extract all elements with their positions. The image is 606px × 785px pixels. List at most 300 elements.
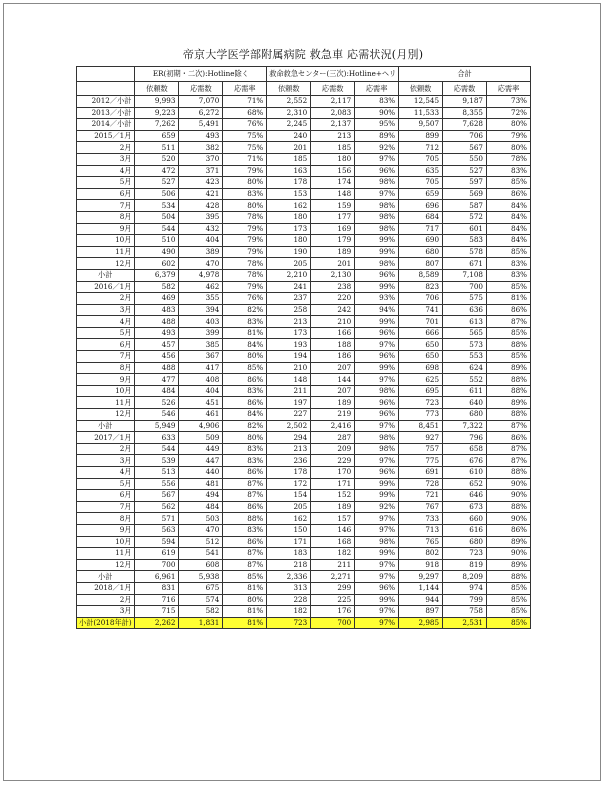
data-cell: 619 xyxy=(135,548,179,560)
data-cell: 87% xyxy=(486,443,530,455)
table-row xyxy=(77,316,531,328)
data-cell: 728 xyxy=(399,478,443,490)
data-cell: 5,938 xyxy=(179,571,223,583)
row-label: 9月 xyxy=(77,524,135,536)
data-cell: 213 xyxy=(267,443,311,455)
data-cell: 86% xyxy=(486,432,530,444)
data-cell: 98% xyxy=(355,385,399,397)
data-cell: 83% xyxy=(223,188,267,200)
row-label: 3月 xyxy=(77,606,135,618)
data-cell: 594 xyxy=(135,536,179,548)
data-cell: 294 xyxy=(267,432,311,444)
data-cell: 193 xyxy=(267,339,311,351)
data-cell: 84% xyxy=(223,409,267,421)
data-cell: 185 xyxy=(311,142,355,154)
data-cell: 4,978 xyxy=(179,269,223,281)
row-label: 2月 xyxy=(77,293,135,305)
row-label: 9月 xyxy=(77,223,135,235)
data-cell: 9,993 xyxy=(135,96,179,108)
data-cell: 177 xyxy=(311,211,355,223)
data-cell: 173 xyxy=(267,327,311,339)
col-header-requests: 依頼数 xyxy=(267,82,311,96)
group-header-row xyxy=(77,67,531,82)
data-cell: 567 xyxy=(135,490,179,502)
data-cell: 162 xyxy=(267,513,311,525)
table-row xyxy=(77,258,531,270)
table-row xyxy=(77,223,531,235)
data-cell: 97% xyxy=(355,420,399,432)
ambulance-acceptance-table xyxy=(76,66,531,629)
data-cell: 6,379 xyxy=(135,269,179,281)
data-cell: 587 xyxy=(443,200,487,212)
data-cell: 723 xyxy=(443,548,487,560)
data-cell: 527 xyxy=(135,177,179,189)
data-cell: 87% xyxy=(486,455,530,467)
data-cell: 652 xyxy=(443,478,487,490)
data-cell: 2,130 xyxy=(311,269,355,281)
data-cell: 76% xyxy=(223,119,267,131)
table-row xyxy=(77,130,531,142)
data-cell: 83% xyxy=(486,269,530,281)
data-cell: 97% xyxy=(355,617,399,629)
data-cell: 9,507 xyxy=(399,119,443,131)
data-cell: 716 xyxy=(135,594,179,606)
data-cell: 94% xyxy=(355,304,399,316)
data-cell: 8,589 xyxy=(399,269,443,281)
data-cell: 2,117 xyxy=(311,96,355,108)
data-cell: 456 xyxy=(135,351,179,363)
data-cell: 180 xyxy=(267,235,311,247)
data-cell: 97% xyxy=(355,188,399,200)
data-cell: 2,310 xyxy=(267,107,311,119)
row-label: 10月 xyxy=(77,536,135,548)
table-row xyxy=(77,617,531,629)
table-row xyxy=(77,582,531,594)
data-cell: 484 xyxy=(135,385,179,397)
table-row xyxy=(77,96,531,108)
table-row xyxy=(77,443,531,455)
data-cell: 211 xyxy=(311,559,355,571)
data-cell: 680 xyxy=(443,536,487,548)
data-cell: 717 xyxy=(399,223,443,235)
data-cell: 99% xyxy=(355,594,399,606)
data-cell: 509 xyxy=(179,432,223,444)
data-cell: 166 xyxy=(311,327,355,339)
data-cell: 775 xyxy=(399,455,443,467)
data-cell: 765 xyxy=(399,536,443,548)
data-cell: 87% xyxy=(223,478,267,490)
data-cell: 483 xyxy=(135,304,179,316)
data-cell: 96% xyxy=(355,397,399,409)
row-label: 7月 xyxy=(77,501,135,513)
data-cell: 189 xyxy=(311,397,355,409)
data-cell: 81% xyxy=(486,293,530,305)
data-cell: 83% xyxy=(223,385,267,397)
data-cell: 299 xyxy=(311,582,355,594)
data-cell: 601 xyxy=(443,223,487,235)
data-cell: 146 xyxy=(311,524,355,536)
data-cell: 608 xyxy=(179,559,223,571)
data-cell: 75% xyxy=(223,130,267,142)
data-cell: 287 xyxy=(311,432,355,444)
data-cell: 99% xyxy=(355,478,399,490)
data-cell: 583 xyxy=(443,235,487,247)
col-header-rate: 応需率 xyxy=(486,82,530,96)
data-cell: 819 xyxy=(443,559,487,571)
row-label: 4月 xyxy=(77,467,135,479)
data-cell: 2,336 xyxy=(267,571,311,583)
data-cell: 646 xyxy=(443,490,487,502)
data-cell: 8,355 xyxy=(443,107,487,119)
data-cell: 83% xyxy=(223,443,267,455)
data-cell: 79% xyxy=(223,235,267,247)
data-cell: 421 xyxy=(179,188,223,200)
data-cell: 80% xyxy=(223,200,267,212)
data-cell: 79% xyxy=(223,165,267,177)
row-label: 8月 xyxy=(77,211,135,223)
data-cell: 567 xyxy=(443,142,487,154)
data-cell: 218 xyxy=(267,559,311,571)
data-cell: 96% xyxy=(355,409,399,421)
data-cell: 2,262 xyxy=(135,617,179,629)
data-cell: 520 xyxy=(135,153,179,165)
data-cell: 658 xyxy=(443,443,487,455)
data-cell: 572 xyxy=(443,211,487,223)
data-cell: 83% xyxy=(223,316,267,328)
data-cell: 602 xyxy=(135,258,179,270)
data-cell: 675 xyxy=(179,582,223,594)
data-cell: 83% xyxy=(486,165,530,177)
data-cell: 671 xyxy=(443,258,487,270)
data-cell: 428 xyxy=(179,200,223,212)
data-cell: 80% xyxy=(223,177,267,189)
row-label: 小計 xyxy=(77,269,135,281)
data-cell: 80% xyxy=(486,142,530,154)
data-cell: 440 xyxy=(179,467,223,479)
data-cell: 417 xyxy=(179,362,223,374)
data-cell: 539 xyxy=(135,455,179,467)
data-cell: 182 xyxy=(267,606,311,618)
data-cell: 700 xyxy=(135,559,179,571)
data-cell: 85% xyxy=(486,281,530,293)
data-cell: 494 xyxy=(179,490,223,502)
data-cell: 211 xyxy=(267,385,311,397)
data-cell: 209 xyxy=(311,443,355,455)
data-cell: 799 xyxy=(443,594,487,606)
col-header-rate: 応需率 xyxy=(355,82,399,96)
data-cell: 680 xyxy=(443,409,487,421)
data-cell: 83% xyxy=(355,96,399,108)
data-cell: 355 xyxy=(179,293,223,305)
data-cell: 691 xyxy=(399,467,443,479)
data-cell: 457 xyxy=(135,339,179,351)
data-cell: 210 xyxy=(311,316,355,328)
data-cell: 8,451 xyxy=(399,420,443,432)
row-label: 小計(2018年計) xyxy=(77,617,135,629)
data-cell: 171 xyxy=(311,478,355,490)
data-cell: 696 xyxy=(399,200,443,212)
table-row xyxy=(77,594,531,606)
data-cell: 85% xyxy=(486,246,530,258)
table-row xyxy=(77,374,531,386)
data-cell: 9,223 xyxy=(135,107,179,119)
data-cell: 88% xyxy=(223,513,267,525)
row-label: 9月 xyxy=(77,374,135,386)
data-cell: 488 xyxy=(135,362,179,374)
data-cell: 238 xyxy=(311,281,355,293)
data-cell: 712 xyxy=(399,142,443,154)
data-cell: 86% xyxy=(223,467,267,479)
data-cell: 87% xyxy=(486,316,530,328)
data-cell: 571 xyxy=(135,513,179,525)
data-cell: 82% xyxy=(223,304,267,316)
data-cell: 90% xyxy=(355,107,399,119)
row-label: 3月 xyxy=(77,153,135,165)
data-cell: 89% xyxy=(355,130,399,142)
row-label: 2013／小計 xyxy=(77,107,135,119)
col-header-requests: 依頼数 xyxy=(399,82,443,96)
data-cell: 148 xyxy=(267,374,311,386)
data-cell: 447 xyxy=(179,455,223,467)
data-cell: 758 xyxy=(443,606,487,618)
data-cell: 90% xyxy=(486,548,530,560)
data-cell: 371 xyxy=(179,165,223,177)
data-cell: 144 xyxy=(311,374,355,386)
table-row xyxy=(77,548,531,560)
data-cell: 624 xyxy=(443,362,487,374)
data-cell: 7,070 xyxy=(179,96,223,108)
data-cell: 172 xyxy=(267,478,311,490)
data-cell: 550 xyxy=(443,153,487,165)
data-cell: 9,297 xyxy=(399,571,443,583)
data-cell: 201 xyxy=(311,258,355,270)
row-label: 6月 xyxy=(77,339,135,351)
data-cell: 7,262 xyxy=(135,119,179,131)
data-cell: 78% xyxy=(486,153,530,165)
corner-cell xyxy=(77,67,135,82)
data-cell: 974 xyxy=(443,582,487,594)
data-cell: 79% xyxy=(223,223,267,235)
data-cell: 512 xyxy=(179,536,223,548)
data-cell: 80% xyxy=(486,119,530,131)
data-cell: 242 xyxy=(311,304,355,316)
data-cell: 194 xyxy=(267,351,311,363)
data-cell: 313 xyxy=(267,582,311,594)
data-cell: 403 xyxy=(179,316,223,328)
data-cell: 927 xyxy=(399,432,443,444)
data-cell: 370 xyxy=(179,153,223,165)
data-cell: 597 xyxy=(443,177,487,189)
data-cell: 389 xyxy=(179,246,223,258)
data-cell: 90% xyxy=(486,490,530,502)
table-row xyxy=(77,142,531,154)
row-label: 10月 xyxy=(77,235,135,247)
data-cell: 92% xyxy=(355,142,399,154)
data-cell: 510 xyxy=(135,235,179,247)
row-label: 小計 xyxy=(77,571,135,583)
data-cell: 71% xyxy=(223,96,267,108)
data-cell: 385 xyxy=(179,339,223,351)
table-row xyxy=(77,293,531,305)
data-cell: 12,545 xyxy=(399,96,443,108)
row-label: 2015／1月 xyxy=(77,130,135,142)
table-row xyxy=(77,107,531,119)
data-cell: 96% xyxy=(355,327,399,339)
data-cell: 741 xyxy=(399,304,443,316)
data-cell: 98% xyxy=(355,432,399,444)
row-label: 6月 xyxy=(77,490,135,502)
data-cell: 97% xyxy=(355,571,399,583)
data-cell: 659 xyxy=(135,130,179,142)
data-cell: 236 xyxy=(267,455,311,467)
data-cell: 80% xyxy=(223,432,267,444)
data-cell: 188 xyxy=(311,339,355,351)
table-row xyxy=(77,571,531,583)
data-cell: 205 xyxy=(267,501,311,513)
data-cell: 404 xyxy=(179,235,223,247)
data-cell: 78% xyxy=(223,269,267,281)
data-cell: 152 xyxy=(311,490,355,502)
data-cell: 625 xyxy=(399,374,443,386)
data-cell: 556 xyxy=(135,478,179,490)
data-cell: 85% xyxy=(486,327,530,339)
table-row xyxy=(77,513,531,525)
row-label: 11月 xyxy=(77,246,135,258)
data-cell: 700 xyxy=(311,617,355,629)
data-cell: 78% xyxy=(223,211,267,223)
data-cell: 207 xyxy=(311,385,355,397)
data-cell: 97% xyxy=(355,153,399,165)
data-cell: 86% xyxy=(486,188,530,200)
data-cell: 544 xyxy=(135,443,179,455)
col-header-accepted: 応需数 xyxy=(179,82,223,96)
row-label: 4月 xyxy=(77,165,135,177)
data-cell: 86% xyxy=(486,304,530,316)
data-cell: 1,831 xyxy=(179,617,223,629)
data-cell: 228 xyxy=(267,594,311,606)
data-cell: 88% xyxy=(486,501,530,513)
data-cell: 84% xyxy=(223,339,267,351)
data-cell: 190 xyxy=(267,246,311,258)
data-cell: 98% xyxy=(355,211,399,223)
data-cell: 490 xyxy=(135,246,179,258)
data-cell: 162 xyxy=(267,200,311,212)
row-label: 12月 xyxy=(77,258,135,270)
data-cell: 541 xyxy=(179,548,223,560)
data-cell: 723 xyxy=(399,397,443,409)
row-label: 2016／1月 xyxy=(77,281,135,293)
data-cell: 472 xyxy=(135,165,179,177)
row-label: 5月 xyxy=(77,478,135,490)
data-cell: 98% xyxy=(355,177,399,189)
data-cell: 2,531 xyxy=(443,617,487,629)
data-cell: 98% xyxy=(355,536,399,548)
data-cell: 90% xyxy=(486,513,530,525)
table-row xyxy=(77,478,531,490)
page-title: 帝京大学医学部附属病院 救急車 応需状況(月別) xyxy=(182,48,424,61)
data-cell: 99% xyxy=(355,281,399,293)
data-cell: 174 xyxy=(311,177,355,189)
data-cell: 99% xyxy=(355,362,399,374)
data-cell: 613 xyxy=(443,316,487,328)
data-cell: 477 xyxy=(135,374,179,386)
data-cell: 96% xyxy=(355,467,399,479)
data-cell: 205 xyxy=(267,258,311,270)
table-row xyxy=(77,304,531,316)
row-label: 2月 xyxy=(77,594,135,606)
data-cell: 610 xyxy=(443,467,487,479)
data-cell: 85% xyxy=(223,571,267,583)
group-header-emergency-center: 救命救急センター(三次):Hotline+ヘリ xyxy=(267,67,399,82)
data-cell: 163 xyxy=(267,165,311,177)
data-cell: 488 xyxy=(135,316,179,328)
data-cell: 899 xyxy=(399,130,443,142)
data-cell: 79% xyxy=(486,130,530,142)
table-row xyxy=(77,281,531,293)
data-cell: 408 xyxy=(179,374,223,386)
data-cell: 88% xyxy=(486,374,530,386)
row-label: 11月 xyxy=(77,548,135,560)
data-cell: 157 xyxy=(311,513,355,525)
data-cell: 83% xyxy=(223,455,267,467)
table-row xyxy=(77,606,531,618)
data-cell: 544 xyxy=(135,223,179,235)
table-row xyxy=(77,119,531,131)
table-row xyxy=(77,269,531,281)
data-cell: 504 xyxy=(135,211,179,223)
data-cell: 633 xyxy=(135,432,179,444)
table-row xyxy=(77,559,531,571)
data-cell: 72% xyxy=(486,107,530,119)
data-cell: 168 xyxy=(311,536,355,548)
data-cell: 84% xyxy=(486,200,530,212)
data-cell: 237 xyxy=(267,293,311,305)
table-row xyxy=(77,455,531,467)
data-cell: 578 xyxy=(443,246,487,258)
data-cell: 98% xyxy=(355,258,399,270)
data-cell: 484 xyxy=(179,501,223,513)
data-cell: 565 xyxy=(443,327,487,339)
col-header-requests: 依頼数 xyxy=(135,82,179,96)
data-cell: 7,628 xyxy=(443,119,487,131)
data-cell: 98% xyxy=(355,200,399,212)
row-label: 4月 xyxy=(77,316,135,328)
data-cell: 79% xyxy=(223,281,267,293)
data-cell: 97% xyxy=(355,606,399,618)
data-cell: 511 xyxy=(135,142,179,154)
data-cell: 823 xyxy=(399,281,443,293)
data-cell: 796 xyxy=(443,432,487,444)
data-cell: 83% xyxy=(223,524,267,536)
data-cell: 148 xyxy=(311,188,355,200)
data-cell: 79% xyxy=(223,246,267,258)
data-cell: 469 xyxy=(135,293,179,305)
table-row xyxy=(77,409,531,421)
data-cell: 213 xyxy=(311,130,355,142)
data-cell: 449 xyxy=(179,443,223,455)
data-cell: 150 xyxy=(267,524,311,536)
data-cell: 154 xyxy=(267,490,311,502)
data-cell: 715 xyxy=(135,606,179,618)
data-cell: 897 xyxy=(399,606,443,618)
data-cell: 86% xyxy=(223,397,267,409)
data-cell: 721 xyxy=(399,490,443,502)
table-row xyxy=(77,327,531,339)
data-cell: 695 xyxy=(399,385,443,397)
data-cell: 9,187 xyxy=(443,96,487,108)
data-cell: 97% xyxy=(355,524,399,536)
data-cell: 182 xyxy=(311,548,355,560)
